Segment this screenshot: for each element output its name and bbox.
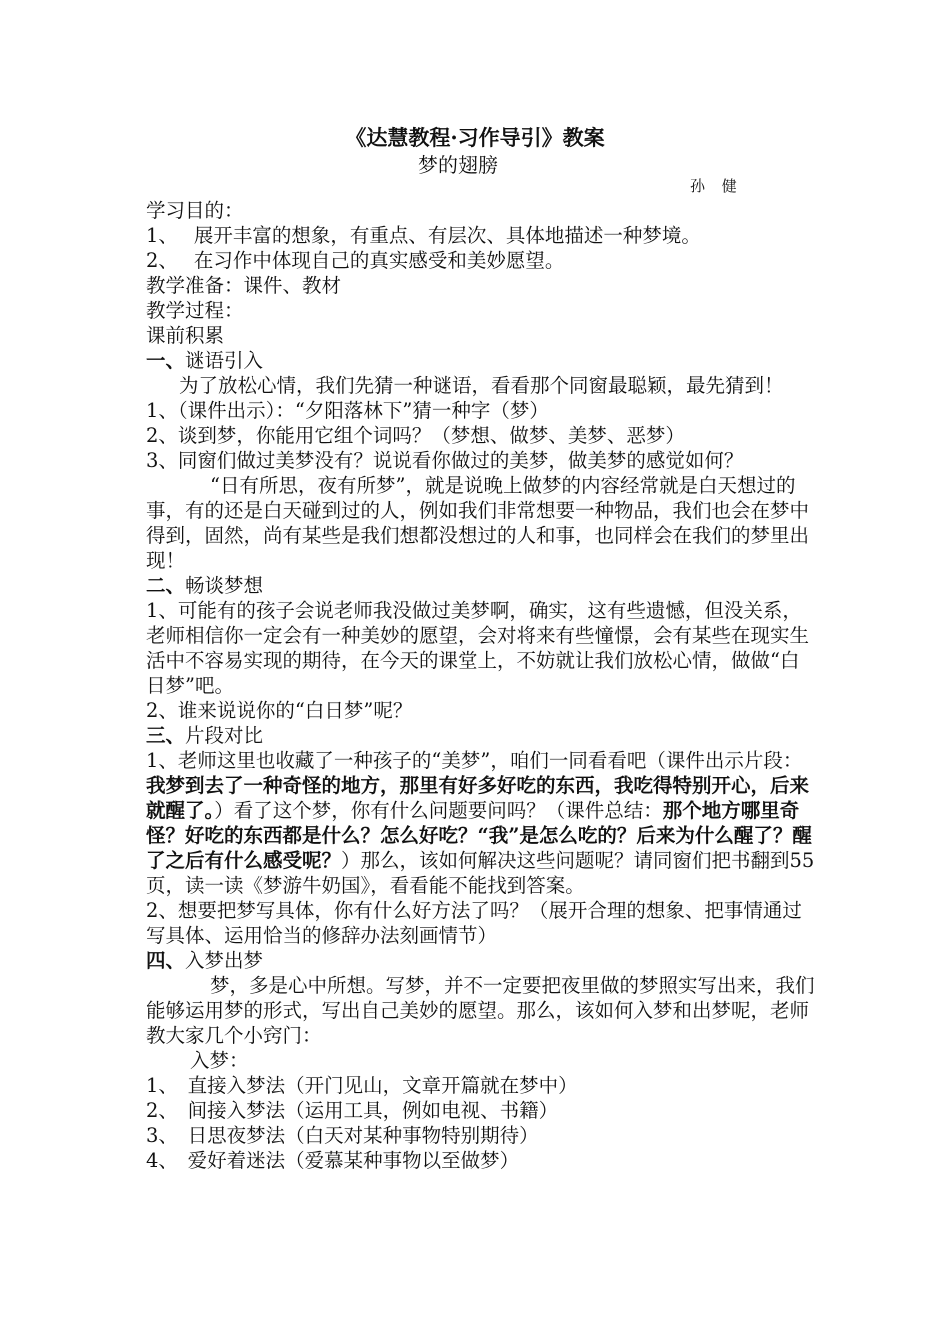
- list-item-compare-1: [146, 748, 818, 898]
- section-heading-pre-class: 课前积累: [146, 324, 225, 347]
- paragraph-dream-explanation: “日有所思，夜有所梦”，就是说晚上做梦的内容经常就是白天想过的事，有的还是白天碰到过的人，例如我们非常想要一种物品，我们也会在梦中得到，固然，尚有某些是我们想都没想过的人和事，也同样会在我们的梦里出现！: [146, 474, 810, 572]
- method-item-2: 2、 间接入梦法（运用工具，例如电视、书籍）: [146, 1099, 559, 1122]
- method-item-3: 3、 日思夜梦法（白天对某种事物特别期待）: [146, 1124, 539, 1147]
- document-body: [146, 198, 818, 1173]
- paragraph-enter-dream: 梦，多是心中所想。写梦，并不一定要把夜里做的梦照实写出来，我们能够运用梦的形式，写出自己美妙的愿望。那么，该如何入梦和出梦呢，老师教大家几个小窍门：: [146, 974, 815, 1047]
- preparation-line: 教学准备：课件、教材: [146, 274, 342, 297]
- subheading-enter-dream: 入梦：: [190, 1049, 249, 1072]
- text-run: ）那么，该如何解决这些问题呢？请同窗们把书翻到55页，读一读《梦游牛奶国》，看看能不能找到答案。: [146, 849, 815, 897]
- part-heading-4: [146, 948, 818, 973]
- part-number-3: 三、: [146, 724, 186, 747]
- paragraph-riddle-intro: 为了放松心情，我们先猜一种谜语，看看那个同窗最聪颖，最先猜到！: [179, 374, 784, 397]
- part-number-2: 二、: [146, 574, 186, 597]
- section-heading-objectives: 学习目的：: [146, 199, 244, 222]
- list-item-talk-1: 1、可能有的孩子会说老师我没做过美梦啊，确实，这有些遗憾，但没关系，老师相信你一定会有一种美妙的愿望，会对将来有些憧憬，会有某些在现实生活中不容易实现的期待，在今天的课堂上，不妨就让我们放松心情，做做“白日梦”吧。: [146, 599, 810, 697]
- objective-item-1: 1、 展开丰富的想象，有重点、有层次、具体地描述一种梦境。: [146, 224, 701, 247]
- document-subtitle: 梦的翅膀: [418, 153, 498, 177]
- part-number-1: 一、: [146, 349, 186, 372]
- bold-sample-dream: 我梦到去了一种奇怪的地方，那里有好多好吃的东西，我吃得特别开心，后来就醒了。: [146, 774, 810, 822]
- list-item-talk-2: 2、谁来说说你的“白日梦”呢？: [146, 699, 413, 722]
- part-title-1: 谜语引入: [185, 349, 264, 372]
- objective-item-2: 2、 在习作中体现自己的真实感受和美妙愿望。: [146, 249, 565, 272]
- list-item-compare-2: 2、想要把梦写具体，你有什么好方法了吗？（展开合理的想象、把事情通过写具体、运用恰当的修辞办法刻画情节）: [146, 899, 802, 947]
- method-item-1: 1、 直接入梦法（开门见山，文章开篇就在梦中）: [146, 1074, 578, 1097]
- part-heading-3: [146, 723, 818, 748]
- section-heading-process: 教学过程：: [146, 299, 244, 322]
- part-heading-2: [146, 573, 818, 598]
- method-item-4: 4、 爱好着迷法（爱慕某种事物以至做梦）: [146, 1149, 520, 1172]
- part-title-4: 入梦出梦: [185, 949, 264, 972]
- list-item-riddle-2: 2、谈到梦，你能用它组个词吗？（梦想、做梦、美梦、恶梦）: [146, 424, 685, 447]
- text-run: 1、老师这里也收藏了一种孩子的“美梦”，咱们一同看看吧（课件出示片段：: [146, 749, 803, 772]
- list-item-riddle-3: 3、同窗们做过美梦没有？说说看你做过的美梦，做美梦的感觉如何？: [146, 449, 744, 472]
- bold-summary-questions: 那个地方哪里奇怪？好吃的东西都是什么？怎么好吃？“我”是怎么吃的？后来为什么醒了？醒了之后有什么感受呢？: [146, 799, 812, 872]
- part-title-3: 片段对比: [185, 724, 264, 747]
- document-title: 《达慧教程·习作导引》教案: [345, 125, 605, 150]
- part-heading-1: [146, 348, 818, 373]
- author-name: 孙 健: [690, 177, 743, 195]
- text-run: ）看了这个梦，你有什么问题要问吗？（课件总结：: [214, 799, 663, 822]
- part-title-2: 畅谈梦想: [185, 574, 264, 597]
- part-number-4: 四、: [146, 949, 186, 972]
- list-item-riddle-1: 1、（课件出示）：“夕阳落林下”猜一种字（梦）: [146, 399, 549, 422]
